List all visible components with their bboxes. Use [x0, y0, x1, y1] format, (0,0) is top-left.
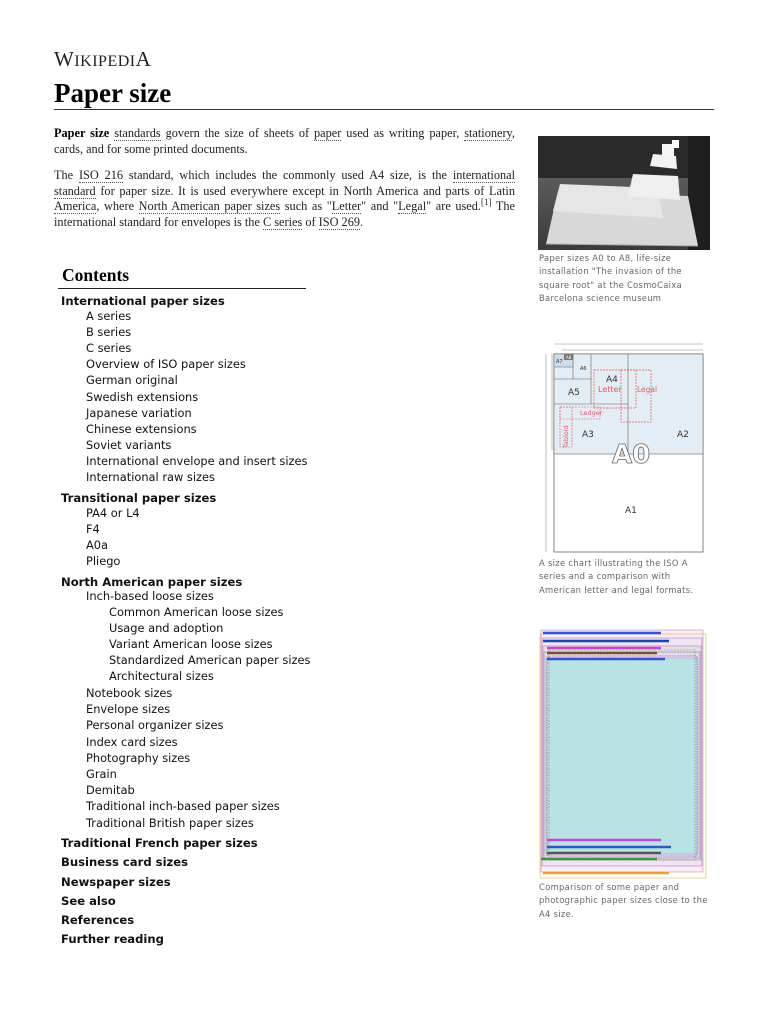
label-a5: A5 [568, 388, 580, 398]
wikipedia-wordmark: WIKIPEDIA [54, 47, 152, 71]
intro-paragraph-2: The ISO 216 standard, which includes the commonly used A4 size, is the international standard for paper size. It is used everywhere except in North America and parts of Latin America, where North American paper sizes such as "Letter" and "Legal" are used.[1] The international standard for envelopes is the C series of ISO 269. [54, 168, 515, 229]
wikipedia-logo[interactable] [54, 47, 151, 72]
toc-item[interactable]: F4 [86, 522, 100, 536]
toc-item[interactable]: Transitional paper sizes [61, 491, 217, 505]
link-c-series[interactable]: C series [262, 214, 303, 229]
label-a3: A3 [582, 430, 594, 440]
link-north-american-paper-sizes[interactable]: North American paper sizes [138, 199, 281, 213]
link-america[interactable]: America [54, 199, 97, 213]
photo-paper-size-chart [537, 628, 709, 880]
title-divider [54, 109, 714, 110]
toc-item[interactable]: Index card sizes [86, 735, 178, 749]
toc-item[interactable]: Envelope sizes [86, 702, 171, 716]
toc-item[interactable]: Swedish extensions [86, 390, 199, 404]
toc-item[interactable]: Traditional inch-based paper sizes [86, 799, 280, 813]
link-iso-216[interactable]: ISO 216 [78, 168, 124, 182]
toc-item[interactable]: Usage and adoption [109, 621, 224, 635]
label-letter: Letter [598, 385, 622, 394]
toc-item[interactable]: PA4 or L4 [86, 506, 140, 520]
toc-item[interactable]: International envelope and insert sizes [86, 454, 308, 468]
toc-item[interactable]: Personal organizer sizes [86, 718, 224, 732]
link-letter[interactable]: Letter [331, 199, 362, 213]
toc-item[interactable]: Traditional French paper sizes [61, 836, 258, 850]
toc-item[interactable]: Architectural sizes [109, 669, 214, 683]
label-a6: A6 [580, 366, 587, 372]
toc-item[interactable]: See also [61, 894, 116, 908]
toc-item[interactable]: Variant American loose sizes [109, 637, 273, 651]
label-a7: A7 [556, 359, 563, 365]
label-a4: A4 [606, 375, 618, 385]
toc-item[interactable]: Business card sizes [61, 855, 189, 869]
label-legal: Legal [637, 385, 658, 394]
a-series-size-chart [540, 340, 708, 554]
label-a1: A1 [625, 506, 637, 516]
paper-installation-photo [538, 136, 710, 250]
toc-item[interactable]: Notebook sizes [86, 686, 173, 700]
toc-item[interactable]: Overview of ISO paper sizes [86, 357, 246, 371]
toc-divider [58, 288, 306, 289]
toc-item[interactable]: Soviet variants [86, 438, 172, 452]
toc-item[interactable]: Further reading [61, 932, 164, 946]
toc-item[interactable]: Standardized American paper sizes [109, 653, 311, 667]
toc-item[interactable]: C series [86, 341, 132, 355]
link-international-standard[interactable]: international standard [54, 168, 515, 198]
label-tabloid: Tabloid [562, 425, 570, 448]
link-standards[interactable]: standards [114, 126, 161, 140]
photo-paper-caption: Comparison of some paper and photographic paper sizes close to the A4 size. [539, 882, 708, 919]
toc-item[interactable]: Newspaper sizes [61, 875, 171, 889]
link-iso-269[interactable]: ISO 269 [318, 214, 361, 229]
toc-item[interactable]: Traditional British paper sizes [86, 816, 254, 830]
label-ledger: Ledger [580, 409, 603, 417]
toc-item[interactable]: A0a [86, 538, 109, 552]
toc-item[interactable]: Photography sizes [86, 751, 191, 765]
toc-item[interactable]: Common American loose sizes [109, 605, 284, 619]
toc-item[interactable]: Chinese extensions [86, 422, 197, 436]
link-stationery[interactable]: stationery [464, 126, 512, 140]
toc-item[interactable]: German original [86, 373, 178, 387]
intro-paragraph-1: Paper size standards govern the size of sheets of paper used as writing paper, stationery, cards, and for some printed documents. [54, 126, 515, 156]
term-paper-size: Paper size [54, 126, 110, 140]
link-paper[interactable]: paper [314, 126, 342, 140]
photo-caption: Paper sizes A0 to A8, life-size installation "The invasion of the square root" at the CosmoCaixa Barcelona science museum [539, 253, 682, 304]
page-title: Paper size [54, 78, 172, 108]
label-a0: A0 [612, 440, 651, 470]
toc-item[interactable]: A series [86, 309, 132, 323]
toc-item[interactable]: Inch-based loose sizes [86, 589, 214, 603]
toc-item[interactable]: B series [86, 325, 132, 339]
reference-1[interactable]: [1] [481, 196, 492, 207]
toc-item[interactable]: Pliego [86, 554, 121, 568]
toc-item[interactable]: Demitab [86, 783, 135, 797]
toc-item[interactable]: International raw sizes [86, 470, 215, 484]
toc-item[interactable]: Japanese variation [86, 406, 192, 420]
toc-title: Contents [62, 265, 130, 285]
toc-item[interactable]: North American paper sizes [61, 575, 243, 589]
link-legal[interactable]: Legal [398, 199, 427, 213]
toc-item[interactable]: International paper sizes [61, 294, 225, 308]
label-a8: A8 [566, 355, 572, 360]
a-series-caption: A size chart illustrating the ISO A series and a comparison with American letter and legal formats. [539, 558, 694, 595]
label-a2: A2 [677, 430, 689, 440]
toc-item[interactable]: Grain [86, 767, 117, 781]
toc-item[interactable]: References [61, 913, 135, 927]
